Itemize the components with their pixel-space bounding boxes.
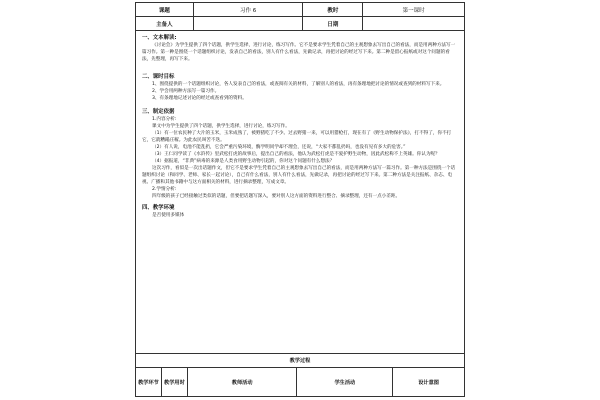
process-title: 教学过程 (136, 354, 465, 368)
date-label: 日期 (303, 17, 363, 31)
lesson-header-table (135, 2, 465, 31)
paragraph: 1.内容分析: (152, 117, 177, 122)
header-row (136, 17, 465, 31)
document-page (135, 0, 465, 400)
section-text-analysis-title: 一、文本解读: (142, 35, 177, 41)
paragraph: 这次习作，看似是一次出话题作文，但它不是要求学生凭着自己的主观想象去写出自己的看法，而是用两种方法写一篇习作。第一种方法是围绕一个话题组织讨论（和同学、老师、家长一起讨论），自己有什么看法，别人有什么看法，先做记录，再把讨论的经过写下来。第二种方法是关注报纸、杂志、电视、广播和其他书籍中与这方面相关的材料，进行摘录整理，写成文章。 (142, 166, 456, 185)
paragraph: 1、围绕提供的一个话题组织讨论，各人发表自己的看法，或查阅有关的材料，了解别人的看法，再有条理地把讨论的情况或查到的材料写下来。 (152, 82, 445, 87)
col-student-activity: 学生活动 (297, 368, 393, 397)
date-value (363, 17, 465, 31)
header-row (136, 3, 465, 17)
col-teaching-step: 教学环节 (136, 368, 162, 397)
paragraph: （2）有人说，电池不能乱扔，它会严重污染环境，酶学明同学却不理会，还说，“大家不都乱扔吗，也没有见有多大的危害。” (152, 145, 406, 150)
col-design-intent: 设计意图 (393, 368, 465, 397)
section-goals-title: 二、课时目标 (142, 74, 175, 80)
preparer-label: 主备人 (136, 17, 194, 31)
col-teaching-time: 教学用时 (161, 368, 187, 397)
paragraph: （3）王仁同学读了《水浒传》里武松打虎的故事后，提出自己的看法，他认为武松打虎是不爱护野生动物，因此武松称不上英雄。你认为呢？ (152, 152, 440, 157)
topic-label: 课题 (136, 3, 194, 17)
period-value: 第一课时 (363, 3, 465, 17)
topic-value: 习作 6 (193, 3, 303, 17)
process-title-row (136, 354, 465, 368)
paragraph: 课文中为学生提供了四个话题，供学生选择，进行讨论，练习写作。 (152, 124, 290, 129)
paragraph: 是否使用多媒体 (152, 213, 185, 218)
paragraph: 3、有条理地记述讨论的经过或查看到的资料。 (152, 96, 247, 101)
paragraph: （4）据报道，“非典”病毒的来源是人类食用野生动物引起的，你对这个问题有什么想法？ (152, 159, 335, 164)
paragraph: 《讨论会》为学生提供了四个话题，供学生选择，进行讨论，练习写作。它不是要求学生凭着自己的主观想象去写出自己的看法，而是用两种方法写一篇习作。第一种是围绕一个话题组织讨论，发表自己的看法，别人有什么看法，先做记录，再把讨论的经过写下来。第二种是留心报纸或对这个问题的看法，先整理，再写下来。 (142, 43, 456, 62)
period-label: 教时 (303, 3, 363, 17)
paragraph: 2.学情分析: (152, 187, 177, 192)
teaching-process-table (135, 353, 465, 397)
preparer-value (193, 17, 303, 31)
section-environment-title: 四、教学环境 (142, 205, 175, 211)
paragraph: 四年级的孩子已经接触过类似的话题，但要把话题写深入，要对别人这方面的资料进行整合、摘录整理，还有一点小差距。 (152, 194, 401, 199)
section-basis-title: 三、制定依据 (142, 109, 175, 115)
paragraph: 2、学会用两种方法写一篇习作。 (152, 89, 220, 94)
lesson-body (135, 30, 465, 353)
col-teacher-activity: 教师活动 (187, 368, 297, 397)
paragraph: （1）有一位农民种了大片的玉米，玉米成熟了，被野猪吃了不少。过去野猪一来，可以用猎枪打，现在有了《野生动物保护法》，打不得了，你不打它，它就糟蹋庄稼。为此农民叫苦不迭。 (142, 131, 452, 143)
process-header-row (136, 368, 465, 397)
